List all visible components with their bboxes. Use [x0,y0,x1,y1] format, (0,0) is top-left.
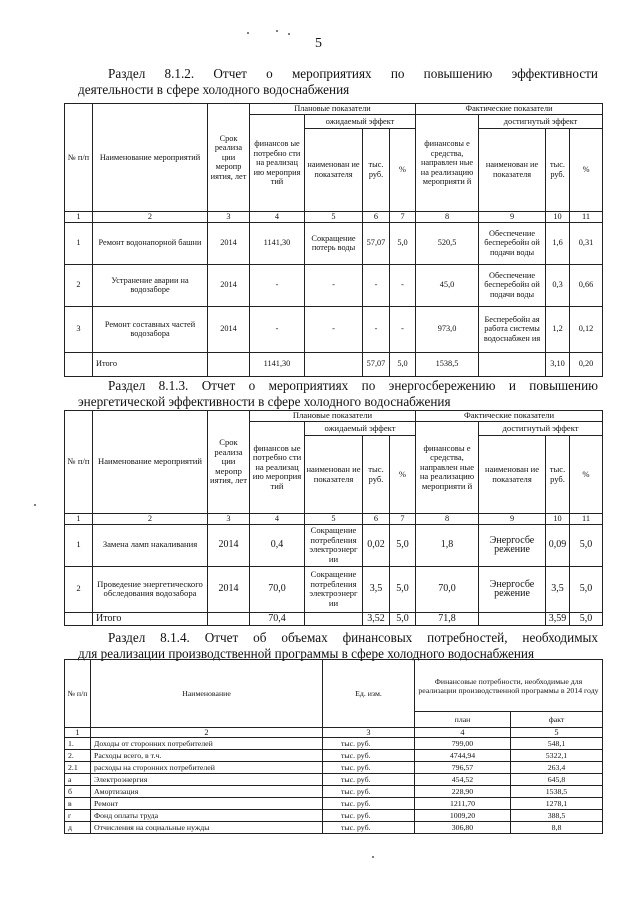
table-row [65,762,603,774]
total-fin: 70,4 [250,612,305,625]
col-index: 2 [93,212,208,223]
row-term: 2014 [208,222,250,264]
page-number: 5 [315,36,322,51]
header-fact: Фактические показатели [416,104,603,115]
row-name: расходы на сторонних потребителей [91,762,323,774]
header-fact-eff-name: наименован ие показателя [479,129,546,212]
row-num: 1. [65,738,91,750]
section-title-line1: Раздел 8.1.3. Отчет о мероприятиях по энергосбережению и повышению [108,378,598,393]
col-index: 1 [65,514,93,525]
col-index: 5 [305,514,363,525]
col-index: 5 [511,728,603,738]
header-fact: факт [511,712,603,728]
header-num: № п/п [65,660,91,728]
row-num: в [65,798,91,810]
col-index: 3 [323,728,415,738]
header-plan: Плановые показатели [250,104,416,115]
row-fin: 70,0 [250,566,305,612]
header-fact-fin: финансовы е средства, направлен ные на реализацию мероприяти й [416,115,479,212]
row-term: 2014 [208,566,250,612]
col-index: 11 [570,514,603,525]
row-name: Проведение энергетического обследования водозабора [93,566,208,612]
row-fact-name: Бесперебойн ая работа системы водоснабжен ия [479,306,546,352]
header-unit: Ед. изм. [323,660,415,728]
total-fact-fin: 1538,5 [416,352,479,376]
row-fact: 5322,1 [511,750,603,762]
row-num: 1 [65,524,93,566]
row-eff-name: Сокращение потребления электроэнерг ии [305,566,363,612]
col-index: 7 [390,514,416,525]
row-name: Ремонт водонапорной башни [93,222,208,264]
header-num: № п/п [65,104,93,212]
col-index: 4 [250,212,305,223]
row-fact-name: Обеспечение бесперебойн ой подачи воды [479,222,546,264]
row-fin: - [250,306,305,352]
col-index: 2 [91,728,323,738]
header-plan-eff-pct: % [390,129,416,212]
row-name: Расходы всего, в т.ч. [91,750,323,762]
row-term: 2014 [208,264,250,306]
col-index: 8 [416,212,479,223]
total-rub: 3,52 [363,612,390,625]
table-row [65,822,603,834]
row-eff-name: - [305,306,363,352]
table-row [65,798,603,810]
total-row [65,612,603,625]
table-row [65,786,603,798]
col-index: 3 [208,514,250,525]
row-fin: 1141,30 [250,222,305,264]
row-term: 2014 [208,306,250,352]
row-plan: 4744,94 [415,750,511,762]
section-title-line1: Раздел 8.1.4. Отчет об объемах финансовых потребностей, необходимых [108,630,598,645]
row-fact-rub: 1,2 [546,306,570,352]
header-num: № п/п [65,411,93,514]
header-fact-eff-rub: тыс. руб. [546,436,570,514]
row-eff-pct: 5,0 [390,566,416,612]
row-fact-fin: 973,0 [416,306,479,352]
row-name: Отчисления на социальные нужды [91,822,323,834]
table-row [65,222,603,264]
header-plan-eff-name: наименован ие показателя [305,436,363,514]
row-eff-pct: - [390,306,416,352]
total-fact-fin: 71,8 [416,612,479,625]
row-eff-pct: 5,0 [390,524,416,566]
header-fact: Фактические показатели [416,411,603,422]
total-pct: 5,0 [390,612,416,625]
row-unit: тыс. руб. [323,798,415,810]
col-index: 5 [305,212,363,223]
table-row [65,524,603,566]
row-eff-pct: - [390,264,416,306]
header-term: Срок реализа ции меропр иятия, лет [208,411,250,514]
total-fact-pct: 5,0 [570,612,603,625]
table-row [65,750,603,762]
header-plan-effect: ожидаемый эффект [305,422,416,436]
header-name: Наименование мероприятий [93,104,208,212]
row-fact-pct: 5,0 [570,566,603,612]
header-fact-effect: достигнутый эффект [479,115,603,129]
row-name: Ремонт составных частей водозабора [93,306,208,352]
row-eff-name: Сокращение потребления электроэнерг ии [305,524,363,566]
total-fact-pct: 0,20 [570,352,603,376]
row-eff-rub: - [363,264,390,306]
header-financial-need: Финансовые потребности, необходимые для реализации производственной программы в 2014 году [415,660,603,712]
row-name: Замена ламп накаливания [93,524,208,566]
row-plan: 1009,20 [415,810,511,822]
header-plan-effect: ожидаемый эффект [305,115,416,129]
col-index: 1 [65,212,93,223]
section-title-8-1-3 [78,378,598,410]
row-term: 2014 [208,524,250,566]
row-fact: 263,4 [511,762,603,774]
total-label: Итого [93,612,208,625]
col-index: 11 [570,212,603,223]
row-plan: 228,90 [415,786,511,798]
row-fact-pct: 0,12 [570,306,603,352]
row-eff-rub: - [363,306,390,352]
row-plan: 454,52 [415,774,511,786]
col-index: 10 [546,514,570,525]
row-name: Ремонт [91,798,323,810]
row-fact: 1538,5 [511,786,603,798]
col-index: 6 [363,514,390,525]
header-plan-eff-rub: тыс. руб. [363,129,390,212]
col-index: 10 [546,212,570,223]
header-fact-effect: достигнутый эффект [479,422,603,436]
row-plan: 306,80 [415,822,511,834]
table-row [65,738,603,750]
table-row [65,810,603,822]
section-title-8-1-2 [78,66,598,98]
header-name: Наименование [91,660,323,728]
table-row [65,774,603,786]
row-unit: тыс. руб. [323,738,415,750]
col-index: 4 [250,514,305,525]
energy-saving-table [64,410,603,626]
row-unit: тыс. руб. [323,750,415,762]
row-fact-name: Обеспечение бесперебойн ой подачи воды [479,264,546,306]
section-title-line2: энергетической эффективности в сфере холодного водоснабжения [78,394,451,409]
financial-needs-table [64,659,603,834]
row-unit: тыс. руб. [323,786,415,798]
row-name: Устранение аварии на водозаборе [93,264,208,306]
header-plan-eff-pct: % [390,436,416,514]
row-fact-name: Энергосбе режение [479,524,546,566]
row-fact-rub: 0,09 [546,524,570,566]
header-fact-eff-pct: % [570,129,603,212]
section-title-8-1-4 [78,630,598,662]
row-num: 3 [65,306,93,352]
row-fact-rub: 3,5 [546,566,570,612]
header-plan: план [415,712,511,728]
col-index: 9 [479,212,546,223]
total-label: Итого [93,352,208,376]
row-plan: 796,57 [415,762,511,774]
row-num: д [65,822,91,834]
row-name: Электроэнергия [91,774,323,786]
col-index: 1 [65,728,91,738]
row-eff-rub: 0,02 [363,524,390,566]
col-index: 9 [479,514,546,525]
col-index: 2 [93,514,208,525]
total-row [65,352,603,376]
row-fact: 548,1 [511,738,603,750]
header-plan-fin: финансов ые потребно сти на реализац ию мероприя тий [250,115,305,212]
header-plan-fin: финансов ые потребно сти на реализац ию мероприя тий [250,422,305,514]
row-fact-fin: 1,8 [416,524,479,566]
row-fact-fin: 520,5 [416,222,479,264]
row-eff-name: Сокращение потерь воды [305,222,363,264]
table-row [65,566,603,612]
col-index: 4 [415,728,511,738]
row-fact-rub: 0,3 [546,264,570,306]
col-index: 3 [208,212,250,223]
row-num: 2.1 [65,762,91,774]
header-fact-eff-name: наименован ие показателя [479,436,546,514]
row-eff-rub: 57,07 [363,222,390,264]
section-title-line1: Раздел 8.1.2. Отчет о мероприятиях по повышению эффективности [108,66,598,81]
col-index: 6 [363,212,390,223]
row-fact: 1278,1 [511,798,603,810]
header-plan: Плановые показатели [250,411,416,422]
col-index: 8 [416,514,479,525]
row-name: Фонд оплаты труда [91,810,323,822]
row-fact-pct: 0,31 [570,222,603,264]
total-fact-rub: 3,59 [546,612,570,625]
section-title-line2: деятельности в сфере холодного водоснабжения [78,82,350,97]
table-row [65,306,603,352]
row-fin: - [250,264,305,306]
row-fact-fin: 45,0 [416,264,479,306]
row-num: г [65,810,91,822]
row-unit: тыс. руб. [323,810,415,822]
header-fact-eff-pct: % [570,436,603,514]
row-fin: 0,4 [250,524,305,566]
total-fact-rub: 3,10 [546,352,570,376]
row-fact: 388,5 [511,810,603,822]
row-eff-pct: 5,0 [390,222,416,264]
row-unit: тыс. руб. [323,774,415,786]
row-eff-rub: 3,5 [363,566,390,612]
row-fact-name: Энергосбе режение [479,566,546,612]
header-fact-eff-rub: тыс. руб. [546,129,570,212]
row-fact: 645,8 [511,774,603,786]
total-fin: 1141,30 [250,352,305,376]
row-num: 1 [65,222,93,264]
row-num: а [65,774,91,786]
row-num: 2. [65,750,91,762]
row-fact-rub: 1,6 [546,222,570,264]
row-fact-fin: 70,0 [416,566,479,612]
row-eff-name: - [305,264,363,306]
header-name: Наименование мероприятий [93,411,208,514]
row-num: б [65,786,91,798]
row-num: 2 [65,264,93,306]
row-fact-pct: 0,66 [570,264,603,306]
row-unit: тыс. руб. [323,822,415,834]
header-plan-eff-rub: тыс. руб. [363,436,390,514]
row-num: 2 [65,566,93,612]
row-name: Амортизация [91,786,323,798]
row-name: Доходы от сторонних потребителей [91,738,323,750]
header-plan-eff-name: наименован ие показателя [305,129,363,212]
efficiency-table [64,103,603,377]
total-rub: 57,07 [363,352,390,376]
row-plan: 1211,70 [415,798,511,810]
row-fact-pct: 5,0 [570,524,603,566]
col-index: 7 [390,212,416,223]
row-unit: тыс. руб. [323,762,415,774]
header-term: Срок реализа ции меропр иятия, лет [208,104,250,212]
row-plan: 799,00 [415,738,511,750]
table-row [65,264,603,306]
header-fact-fin: финансовы е средства, направлен ные на реализацию мероприяти й [416,422,479,514]
section-title-line2: для реализации производственной программы в сфере холодного водоснабжения [78,646,535,661]
row-fact: 8,8 [511,822,603,834]
total-pct: 5,0 [390,352,416,376]
